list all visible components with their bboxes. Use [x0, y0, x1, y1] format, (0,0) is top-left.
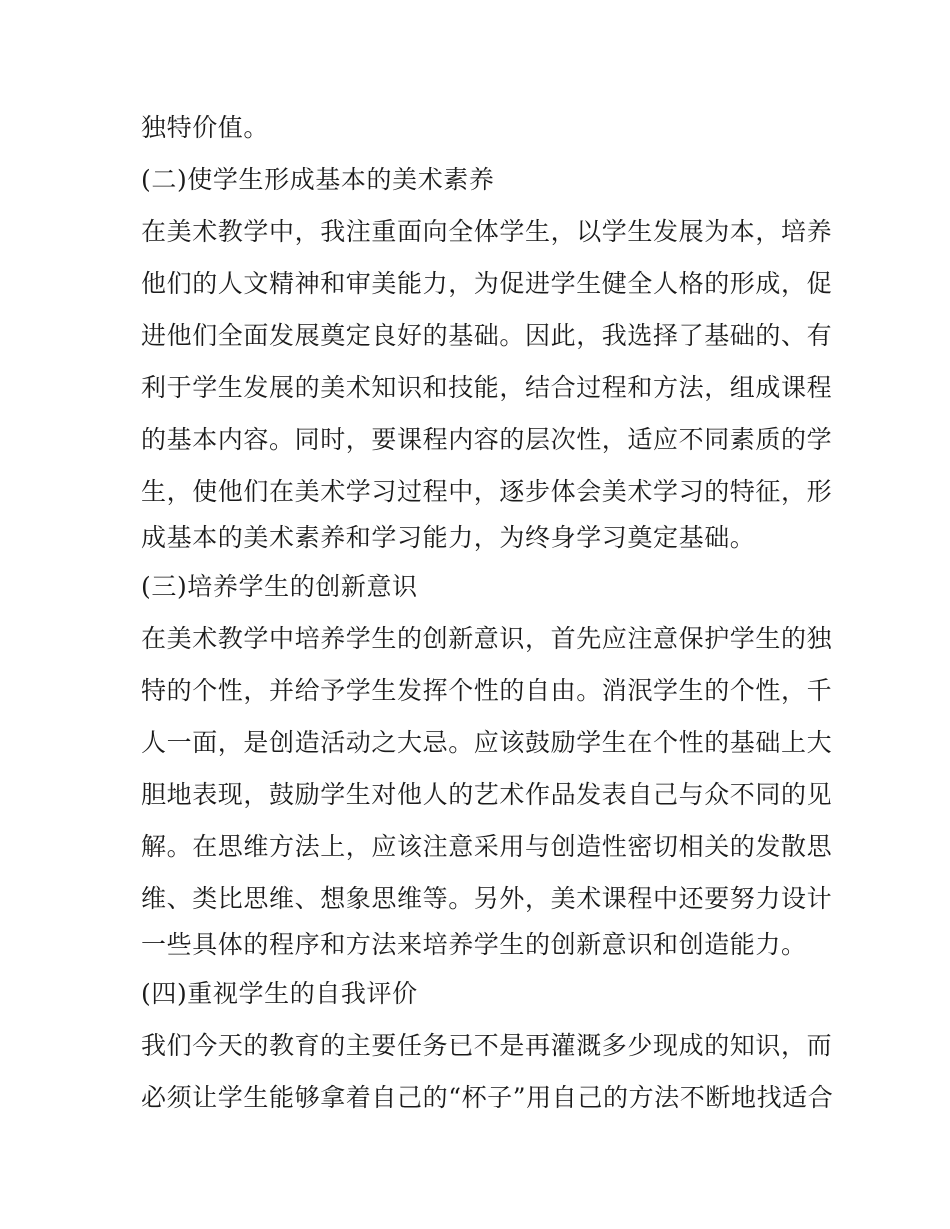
text-line: 胆地表现，鼓励学生对他人的艺术作品发表自己与众不同的见	[141, 780, 833, 809]
text-line: 利于学生发展的美术知识和技能，结合过程和方法，组成课程	[141, 373, 833, 402]
text-line: 生，使他们在美术学习过程中，逐步体会美术学习的特征，形	[141, 477, 833, 506]
text-line: 在美术教学中，我注重面向全体学生，以学生发展为本，培养	[141, 217, 833, 246]
text-line: 我们今天的教育的主要任务已不是再灌溉多少现成的知识，而	[141, 1031, 833, 1060]
section-heading-3: (三)培养学生的创新意识	[141, 572, 418, 601]
text-line: 在美术教学中培养学生的创新意识，首先应注意保护学生的独	[141, 624, 833, 653]
text-line: 维、类比思维、想象思维等。另外，美术课程中还要努力设计	[141, 884, 833, 913]
text-line: 一些具体的程序和方法来培养学生的创新意识和创造能力。	[141, 930, 807, 959]
text-line: 成基本的美术素养和学习能力，为终身学习奠定基础。	[141, 523, 756, 552]
section-heading-4: (四)重视学生的自我评价	[141, 979, 418, 1008]
text-line: 进他们全面发展奠定良好的基础。因此，我选择了基础的、有	[141, 321, 833, 350]
text-line: 解。在思维方法上，应该注意采用与创造性密切相关的发散思	[141, 832, 833, 861]
text-line: 必须让学生能够拿着自己的“杯子”用自己的方法不断地找适合	[141, 1083, 834, 1112]
text-line: 特的个性，并给予学生发挥个性的自由。消泯学生的个性，千	[141, 676, 833, 705]
text-line: 的基本内容。同时，要课程内容的层次性，适应不同素质的学	[141, 425, 833, 454]
section-heading-2: (二)使学生形成基本的美术素养	[141, 165, 495, 194]
text-line: 他们的人文精神和审美能力，为促进学生健全人格的形成，促	[141, 269, 833, 298]
text-line: 独特价值。	[141, 113, 270, 142]
text-line: 人一面，是创造活动之大忌。应该鼓励学生在个性的基础上大	[141, 728, 833, 757]
